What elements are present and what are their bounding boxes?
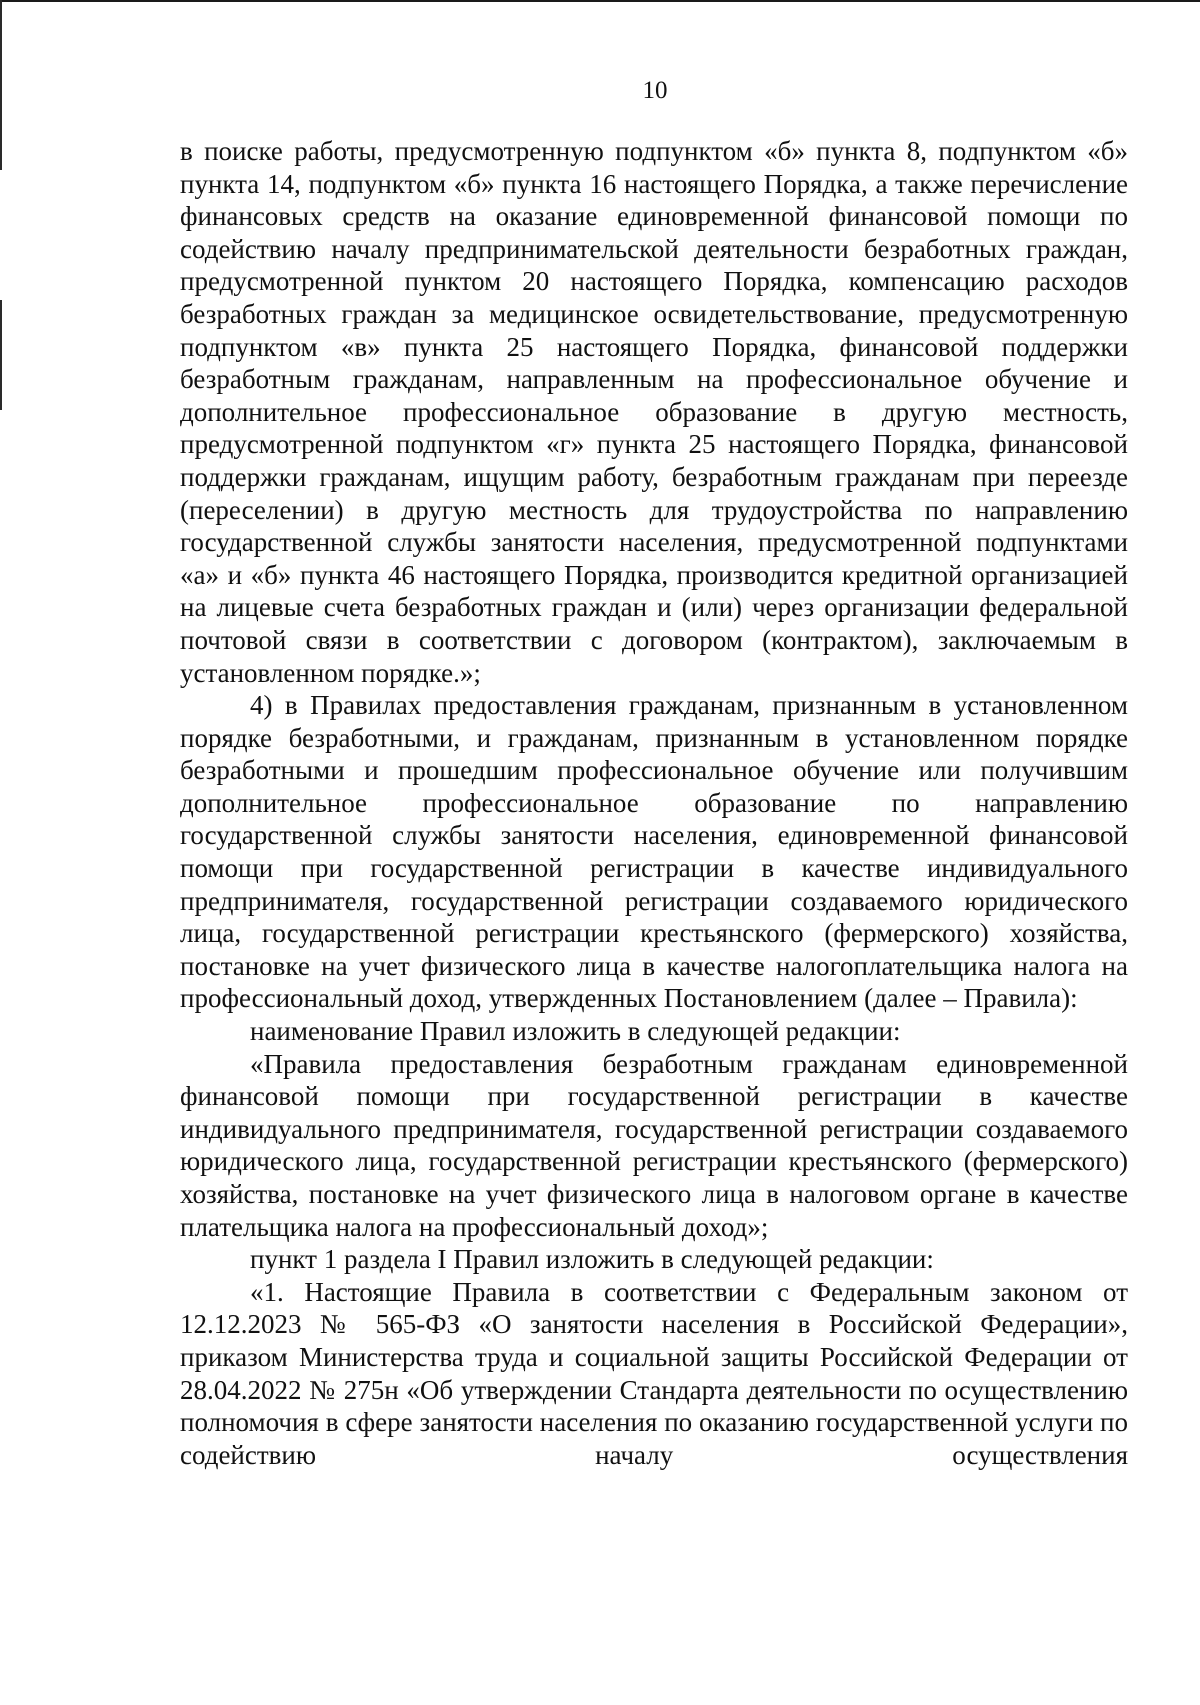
- paragraph-continuation: в поиске работы, предусмотренную подпунктом «б» пункта 8, подпунктом «б» пункта 14, подпунктом «б» пункта 16 настоящего Порядка, а также перечисление финансовых средств на оказание единовременной финансовой помощи по содействию началу предпринимательской деятельности безработных граждан, предусмотренной пунктом 20 настоящего Порядка, компенсацию расходов безработных граждан за медицинское освидетельствование, предусмотренную подпунктом «в» пункта 25 настоящего Порядка, финансовой поддержки безработным гражданам, направленным на профессиональное обучение и дополнительное профессиональное образование в другую местность, предусмотренной подпунктом «г» пункта 25 настоящего Порядка, финансовой поддержки гражданам, ищущим работу, безработным гражданам при переезде (переселении) в другую местность для трудоустройства по направлению государственной службы занятости населения, предусмотренной подпунктами «а» и «б» пункта 46 настоящего Порядка, производится кредитной организацией на лицевые счета безработных граждан и (или) через организации федеральной почтовой связи в соответствии с договором (контрактом), заключаемым в установленном порядке.»;: [180, 136, 1128, 688]
- document-body: [180, 135, 1128, 1471]
- paragraph-rules-title-instruction: наименование Правил изложить в следующей редакции:: [250, 1016, 901, 1047]
- scan-border-top: [0, 0, 1200, 2]
- page-number: 10: [642, 77, 668, 104]
- paragraph-section-instruction: пункт 1 раздела I Правил изложить в следующей редакции:: [250, 1244, 934, 1275]
- paragraph-rules-title: «Правила предоставления безработным гражданам единовременной финансовой помощи при государственной регистрации в качестве индивидуального предпринимателя, государственной регистрации создаваемого юридического лица, государственной регистрации крестьянского (фермерского) хозяйства, постановке на учет физического лица в налоговом органе в качестве плательщика налога на профессиональный доход»;: [180, 1048, 1128, 1242]
- paragraph-item-4: 4) в Правилах предоставления гражданам, признанным в установленном порядке безработными, и гражданам, признанным в установленном порядке безработными и прошедшим профессиональное обучение или получившим дополнительное профессиональное образование по направлению государственной службы занятости населения, единовременной финансовой помощи при государственной регистрации в качестве индивидуального предпринимателя, государственной регистрации создаваемого юридического лица, государственной регистрации крестьянского (фермерского) хозяйства, постановке на учет физического лица в качестве налогоплательщика налога на профессиональный доход, утвержденных Постановлением (далее – Правила):: [180, 690, 1128, 1014]
- paragraph-clause-1: «1. Настоящие Правила в соответствии с Федеральным законом от 12.12.2023 № 565-ФЗ «О занятости населения в Российской Федерации», приказом Министерства труда и социальной защиты Российской Федерации от 28.04.2022 № 275н «Об утверждении Стандарта деятельности по осуществлению полномочия в сфере занятости населения по оказанию государственной услуги по содействию началу осуществления: [180, 1276, 1128, 1470]
- scan-border-left-2: [0, 300, 2, 410]
